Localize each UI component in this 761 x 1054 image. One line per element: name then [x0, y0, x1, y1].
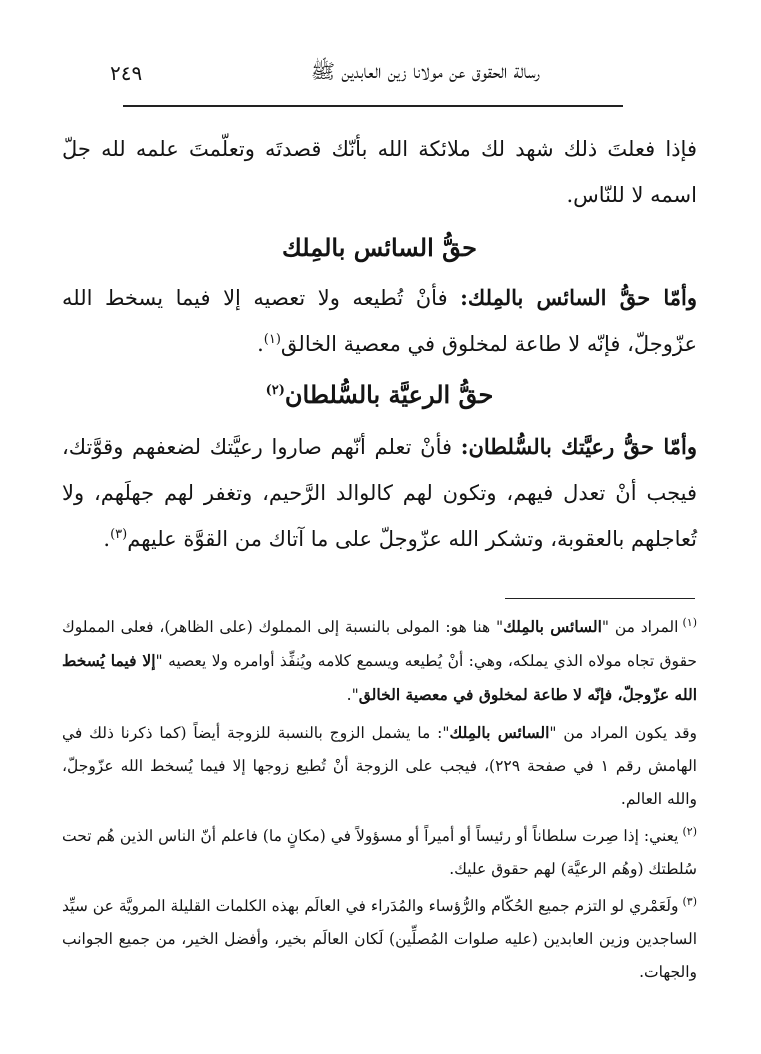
- footnote-text: ": ما يشمل الزوج بالنسبة للزوجة أيضاً (كما ذكرنا ذلك في الهامش رقم ١ في صفحة ٢٢٩)، فيجب على الزوجة أنْ تُطيع زوجها إلا فيما يُسخط الله عزّوجلّ، والله العالم.: [62, 724, 697, 808]
- footnote-ref-3[interactable]: (٣): [110, 527, 128, 542]
- footnote-bold: السائس بالمِلك: [503, 617, 602, 636]
- section-paragraph-ruler-right: [62, 275, 697, 367]
- page-number: ٢٤٩: [110, 61, 143, 85]
- paragraph-lead: وأمّا حقُّ رعيَّتك بالسُّلطان:: [460, 434, 697, 459]
- footnote-1: [62, 610, 697, 712]
- section-heading-ruler-right: [62, 233, 697, 262]
- section-heading-text: حقُّ السائس بالمِلك: [282, 233, 477, 262]
- paragraph-end: .: [257, 332, 264, 356]
- footnote-divider: [505, 598, 695, 599]
- paragraph-lead: وأمّا حقُّ السائس بالمِلك:: [460, 285, 698, 310]
- footnote-ref-1[interactable]: (١): [263, 332, 281, 347]
- page-header: [110, 56, 540, 90]
- section-paragraph-subjects-right: [62, 424, 697, 562]
- footnote-text: " هنا هو: المولى بالنسبة إلى المملوك (على الظاهر)، فعلى المملوك حقوق تجاه مولاه الذي يملكه، وهي: أنْ يُطيعه ويسمع كلامه ويُنفِّذ أوامره ولا يعصيه ": [62, 618, 697, 670]
- running-title: رسالة الحقوق عن مولانا زين العابدين ﷺ: [310, 58, 540, 83]
- intro-paragraph: فإذا فعلتَ ذلك شهد لك ملائكة الله بأنّك قصدتَه وتعلّمتَ علمه لله جلّ اسمه لا للنّاس.: [62, 137, 697, 207]
- footnote-3: [62, 890, 697, 989]
- footnote-text: ".: [346, 686, 359, 704]
- section-heading-text: حقُّ الرعيَّة بالسُّلطان: [284, 380, 494, 409]
- paragraph-text: فأنْ تُطيعه ولا تعصيه إلا فيما يسخط الله عزّوجلّ، فإنّه لا طاعة لمخلوق في معصية الخالق: [62, 286, 697, 356]
- footnote-ref-2[interactable]: (٢): [265, 383, 285, 398]
- footnote-2: [62, 820, 697, 886]
- footnote-number: (٢): [682, 824, 697, 838]
- paragraph-text: فأنْ تعلم أنّهم صاروا رعيَّتك لضعفهم وقوَّتك، فيجب أنْ تعدل فيهم، وتكون لهم كالوالد الرَّحيم، وتغفر لهم جهلَهم، ولا تُعاجلهم بالعقوبة، وتشكر الله عزّوجلّ على ما آتاك من القوَّة عليهم: [62, 435, 697, 551]
- footnote-text: ولَعَمْري لو التزم جميع الحُكّام والرُّؤساء والمُدَراء في العالَم بهذه الكلمات القليلة المرويَّة عن سيِّد الساجدين وزين العابدين (عليه صلوات المُصلِّين) لَكان العالَم بخير، وأفضل الخير، من جميع الجوانب والجهات.: [62, 897, 697, 981]
- footnote-number: (٣): [682, 894, 697, 908]
- footnote-bold: إلا فيما يُسخط الله عزّوجلّ، فإنّه لا طاعة لمخلوق في معصية الخالق: [62, 651, 697, 704]
- footnotes: [62, 610, 697, 993]
- footnote-1-continued: [62, 716, 697, 816]
- footnote-text: المراد من ": [601, 618, 679, 636]
- header-divider: [123, 105, 623, 107]
- paragraph-end: .: [103, 527, 111, 551]
- footnote-number: (١): [682, 615, 697, 629]
- footnote-text: وقد يكون المراد من ": [549, 724, 698, 742]
- section-heading-subjects-right: [62, 380, 697, 409]
- footnote-text: يعني: إذا صِرت سلطاناً أو رئيساً أو أميراً أو مسؤولاً في (مكانٍ ما) فاعلم أنّ الناس الذين هُم تحت سُلطتك (وهُم الرعيَّة) لهم حقوق عليك.: [62, 827, 697, 878]
- footnote-bold: السائس بالمِلك: [449, 723, 550, 742]
